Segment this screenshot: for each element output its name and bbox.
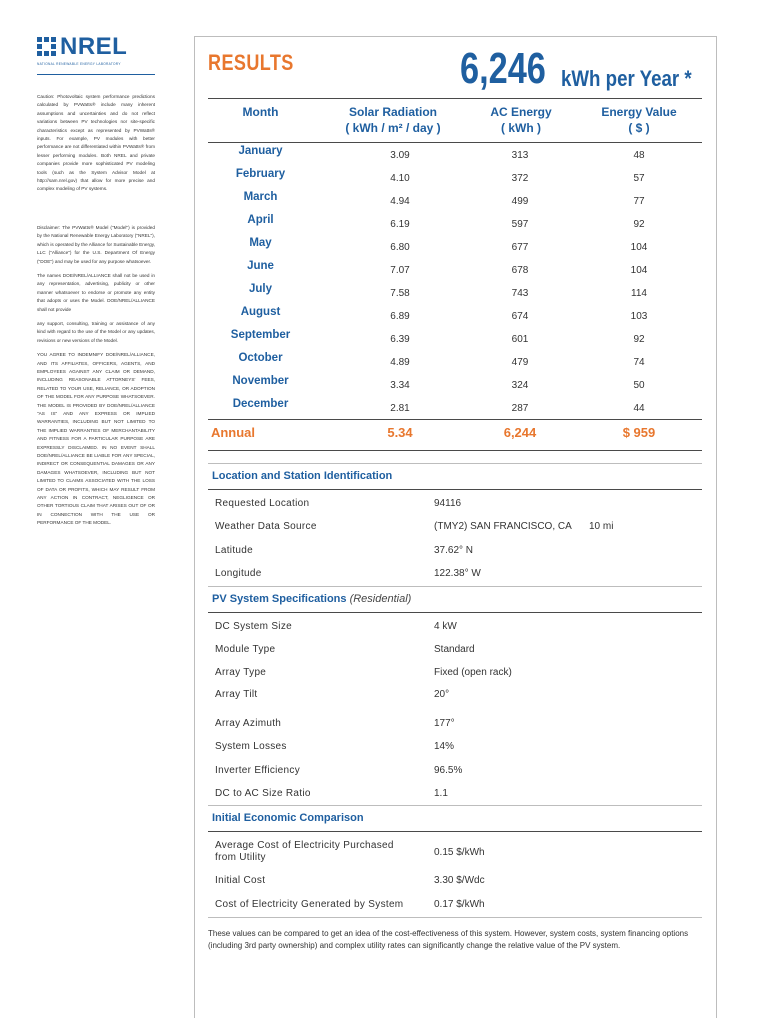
annual-ac: 6,244	[503, 425, 537, 440]
array-tilt-label: Array Tilt	[215, 689, 258, 700]
logo-subtitle: NATIONAL RENEWABLE ENERGY LABORATORY	[37, 62, 121, 66]
location-header-rule	[208, 489, 702, 490]
indemnify-text: YOU AGREE TO INDEMNIFY DOE/NREL/ALLIANCE, AND ITS AFFILIATES, OFFICERS, AGENTS, AND EMPLOYEES AGAINST ANY CLAIM OR DEMAND, INCLUDING REASONABLE ATTORNEYS' FEES, RELATED TO YOUR USE, RELIANCE, OR ADOPTION OF THE MODEL FOR ANY PURPOSE WHATSOEVER. THE MODEL IS PROVIDED BY DOE/NREL/ALLIANCE "AS IS" AND ANY EXPRESS OR IMPLIED WARRANTIES, INCLUDING BUT NOT LIMITED TO THE IMPLIED WARRANTIES OF MERCHANTABILITY AND FITNESS FOR A PARTICULAR PURPOSE ARE EXPRESSLY DISCLAIMED. IN NO EVENT SHALL DOE/NREL/ALLIANCE BE LIABLE FOR ANY SPECIAL, INDIRECT OR CONSEQUENTIAL DAMAGES OR ANY DAMAGES WHATSOEVER, INCLUDING BUT NOT LIMITED TO CLAIMS ASSOCIATED WITH THE LOSS OF DATA OR PROFITS, WHICH MAY RESULT FROM ANY ACTION IN CONTRACT, NEGLIGENCE OR OTHER TORTIOUS CLAIM THAT ARISES OUT OF OR IN CONNECTION WITH THE USE OR PERFORMANCE OF THE MODEL.	[37, 352, 155, 526]
col-header-solar-line1: Solar Radiation	[348, 105, 437, 119]
ac-value: 601	[511, 334, 529, 345]
annual-solar: 5.34	[387, 425, 413, 440]
month-name: March	[243, 191, 278, 203]
latitude-label: Latitude	[215, 545, 253, 556]
annual-total-unit: kWh per Year *	[561, 66, 692, 91]
module-type-value: Standard	[434, 644, 475, 655]
col-header-solar	[328, 104, 458, 136]
nrel-logo-icon	[37, 37, 57, 57]
support-text: any support, consulting, training or assistance of any kind with regard to the use of the Model or any updates, revisions or new versions of the Model.	[37, 320, 155, 343]
requested-location-label: Requested Location	[215, 498, 310, 509]
month-name: September	[230, 329, 291, 341]
module-type-label: Module Type	[215, 644, 276, 655]
energy-value: 48	[633, 150, 645, 161]
results-title: RESULTS	[208, 50, 294, 75]
dc-ac-ratio-label: DC to AC Size Ratio	[215, 788, 311, 799]
annual-bottom-rule	[208, 450, 702, 451]
solar-value: 4.10	[390, 173, 410, 184]
initial-cost-label: Initial Cost	[215, 875, 266, 886]
solar-value: 4.94	[390, 196, 410, 207]
month-name: February	[235, 168, 286, 180]
array-azimuth-label: Array Azimuth	[215, 718, 282, 729]
avg-cost-label-line2: from Utility	[215, 852, 266, 863]
energy-value: 44	[633, 403, 645, 414]
econ-header-rule	[208, 831, 702, 832]
ac-value: 499	[511, 196, 529, 207]
system-losses-label: System Losses	[215, 741, 287, 752]
table-row	[208, 398, 702, 426]
table-header-rule	[208, 142, 702, 143]
annual-rule	[208, 419, 702, 420]
month-name: July	[248, 283, 272, 295]
ac-value: 287	[511, 403, 529, 414]
ac-value: 678	[511, 265, 529, 276]
month-name: October	[238, 352, 283, 364]
inverter-efficiency-value: 96.5%	[434, 765, 463, 776]
solar-value: 6.39	[390, 334, 410, 345]
inverter-efficiency-label: Inverter Efficiency	[215, 765, 300, 776]
col-header-ac-line2: ( kWh )	[501, 121, 541, 135]
pv-section-title-text: PV System Specifications	[212, 593, 347, 605]
energy-value: 50	[633, 380, 645, 391]
avg-cost-label-line1: Average Cost of Electricity Purchased	[215, 840, 394, 851]
energy-value: 114	[631, 288, 647, 299]
array-type-label: Array Type	[215, 667, 267, 678]
col-header-solar-line2: ( kWh / m² / day )	[345, 121, 441, 135]
month-name: June	[247, 260, 274, 272]
location-top-rule	[208, 463, 702, 464]
weather-distance-value: 10 mi	[589, 521, 614, 532]
col-header-value-line1: Energy Value	[601, 105, 677, 119]
solar-value: 3.09	[390, 150, 410, 161]
logo-text: NREL	[60, 33, 128, 60]
col-header-month-label: Month	[242, 105, 279, 119]
econ-top-rule	[208, 805, 702, 806]
array-tilt-value: 20°	[434, 689, 450, 700]
location-section-title: Location and Station Identification	[212, 470, 393, 482]
energy-value: 92	[633, 219, 645, 230]
generated-cost-value: 0.17 $/kWh	[434, 899, 485, 910]
pv-section-subtitle: (Residential)	[349, 593, 412, 605]
energy-value: 92	[633, 334, 645, 345]
weather-source-label: Weather Data Source	[215, 521, 317, 532]
avg-cost-value: 0.15 $/kWh	[434, 847, 485, 858]
disclaimer-text: Disclaimer: The PVWatts® Model ("Model") is provided by the National Renewable Energy Laboratory ("NREL"), which is operated by the Alliance for Sustainable Energy, LLC ("Alliance") for the U.S. Department Of Energy ("DOE") and may be used for any purpose whatsoever.	[37, 224, 155, 264]
annual-value: $ 959	[622, 425, 656, 440]
col-header-value	[594, 104, 684, 136]
energy-value: 104	[630, 265, 648, 276]
annual-total-value: 6,246	[460, 44, 546, 93]
system-losses-value: 14%	[434, 741, 455, 752]
requested-location-value: 94116	[434, 498, 462, 509]
col-header-ac-line1: AC Energy	[490, 105, 552, 119]
longitude-value: 122.38° W	[434, 568, 481, 579]
energy-value: 57	[633, 173, 645, 184]
generated-cost-label: Cost of Electricity Generated by System	[215, 899, 404, 910]
latitude-value: 37.62° N	[434, 545, 474, 556]
month-name: April	[247, 214, 274, 226]
ac-value: 597	[511, 219, 529, 230]
solar-value: 3.34	[390, 380, 410, 391]
month-name: December	[232, 398, 289, 410]
names-text: The names DOE/NREL/ALLIANCE shall not be used in any representation, advertising, publicity or other manner whatsoever to endorse or promote any entity that adopts or uses the Model. DOE/NREL/ALLIANCE shall not provide	[37, 272, 155, 312]
solar-value: 6.89	[390, 311, 410, 322]
array-type-value: Fixed (open rack)	[434, 667, 512, 678]
vertical-divider	[194, 36, 195, 1018]
month-name: August	[240, 306, 281, 318]
economics-note: These values can be compared to get an idea of the cost-effectiveness of this system. However, system costs, system financing options (including 3rd party ownership) and complex utility rates can significantly change the relative value of the PV system.	[208, 929, 689, 950]
energy-value: 103	[630, 311, 648, 322]
month-name: November	[232, 375, 289, 387]
solar-value: 7.58	[390, 288, 410, 299]
annual-row	[208, 425, 702, 445]
month-name: January	[238, 145, 283, 157]
nrel-logo	[37, 30, 155, 64]
header-rule	[208, 98, 702, 99]
solar-value: 7.07	[390, 265, 410, 276]
solar-value: 6.19	[390, 219, 410, 230]
ac-value: 674	[511, 311, 529, 322]
pv-section-title	[212, 593, 411, 605]
energy-value: 77	[633, 196, 645, 207]
energy-value: 74	[633, 357, 645, 368]
econ-section-title: Initial Economic Comparison	[212, 812, 364, 824]
top-divider	[195, 36, 716, 37]
logo-divider	[37, 74, 155, 75]
ac-value: 677	[511, 242, 529, 253]
ac-value: 313	[511, 150, 529, 161]
ac-value: 743	[511, 288, 529, 299]
dc-ac-ratio-value: 1.1	[434, 788, 448, 799]
longitude-label: Longitude	[215, 568, 262, 579]
initial-cost-value: 3.30 $/Wdc	[434, 875, 485, 886]
solar-value: 4.89	[390, 357, 410, 368]
ac-value: 372	[511, 173, 529, 184]
right-divider	[716, 36, 717, 1018]
econ-bottom-rule	[208, 917, 702, 918]
ac-value: 324	[511, 380, 529, 391]
sidebar	[37, 30, 155, 528]
ac-value: 479	[511, 357, 529, 368]
dc-size-value: 4 kW	[434, 621, 457, 632]
annual-label: Annual	[210, 425, 256, 440]
avg-cost-label	[215, 840, 394, 864]
caution-text: Caution: Photovoltaic system performance predictions calculated by PVWatts® include many inherent assumptions and uncertainties and do not reflect variations between PV technologies nor site-specific characteristics except as represented by PVWatts® inputs. For example, PV modules with better performance are not differentiated within PVWatts® from lesser performing modules. Both NREL and private companies provide more sophisticated PV modeling tools (such as the System Advisor Model at http://sam.nrel.gov) that allow for more precise and complex modeling of PV systems.	[37, 94, 155, 192]
col-header-month	[208, 104, 313, 120]
month-name: May	[249, 237, 272, 249]
col-header-value-line2: ( $ )	[628, 121, 650, 135]
pv-header-rule	[208, 612, 702, 613]
solar-value: 2.81	[390, 403, 410, 414]
col-header-ac	[476, 104, 566, 136]
pv-top-rule	[208, 586, 702, 587]
dc-size-label: DC System Size	[215, 621, 292, 632]
weather-source-value: (TMY2) SAN FRANCISCO, CA	[434, 521, 572, 532]
energy-value: 104	[630, 242, 648, 253]
array-azimuth-value: 177°	[434, 718, 455, 729]
solar-value: 6.80	[390, 242, 410, 253]
